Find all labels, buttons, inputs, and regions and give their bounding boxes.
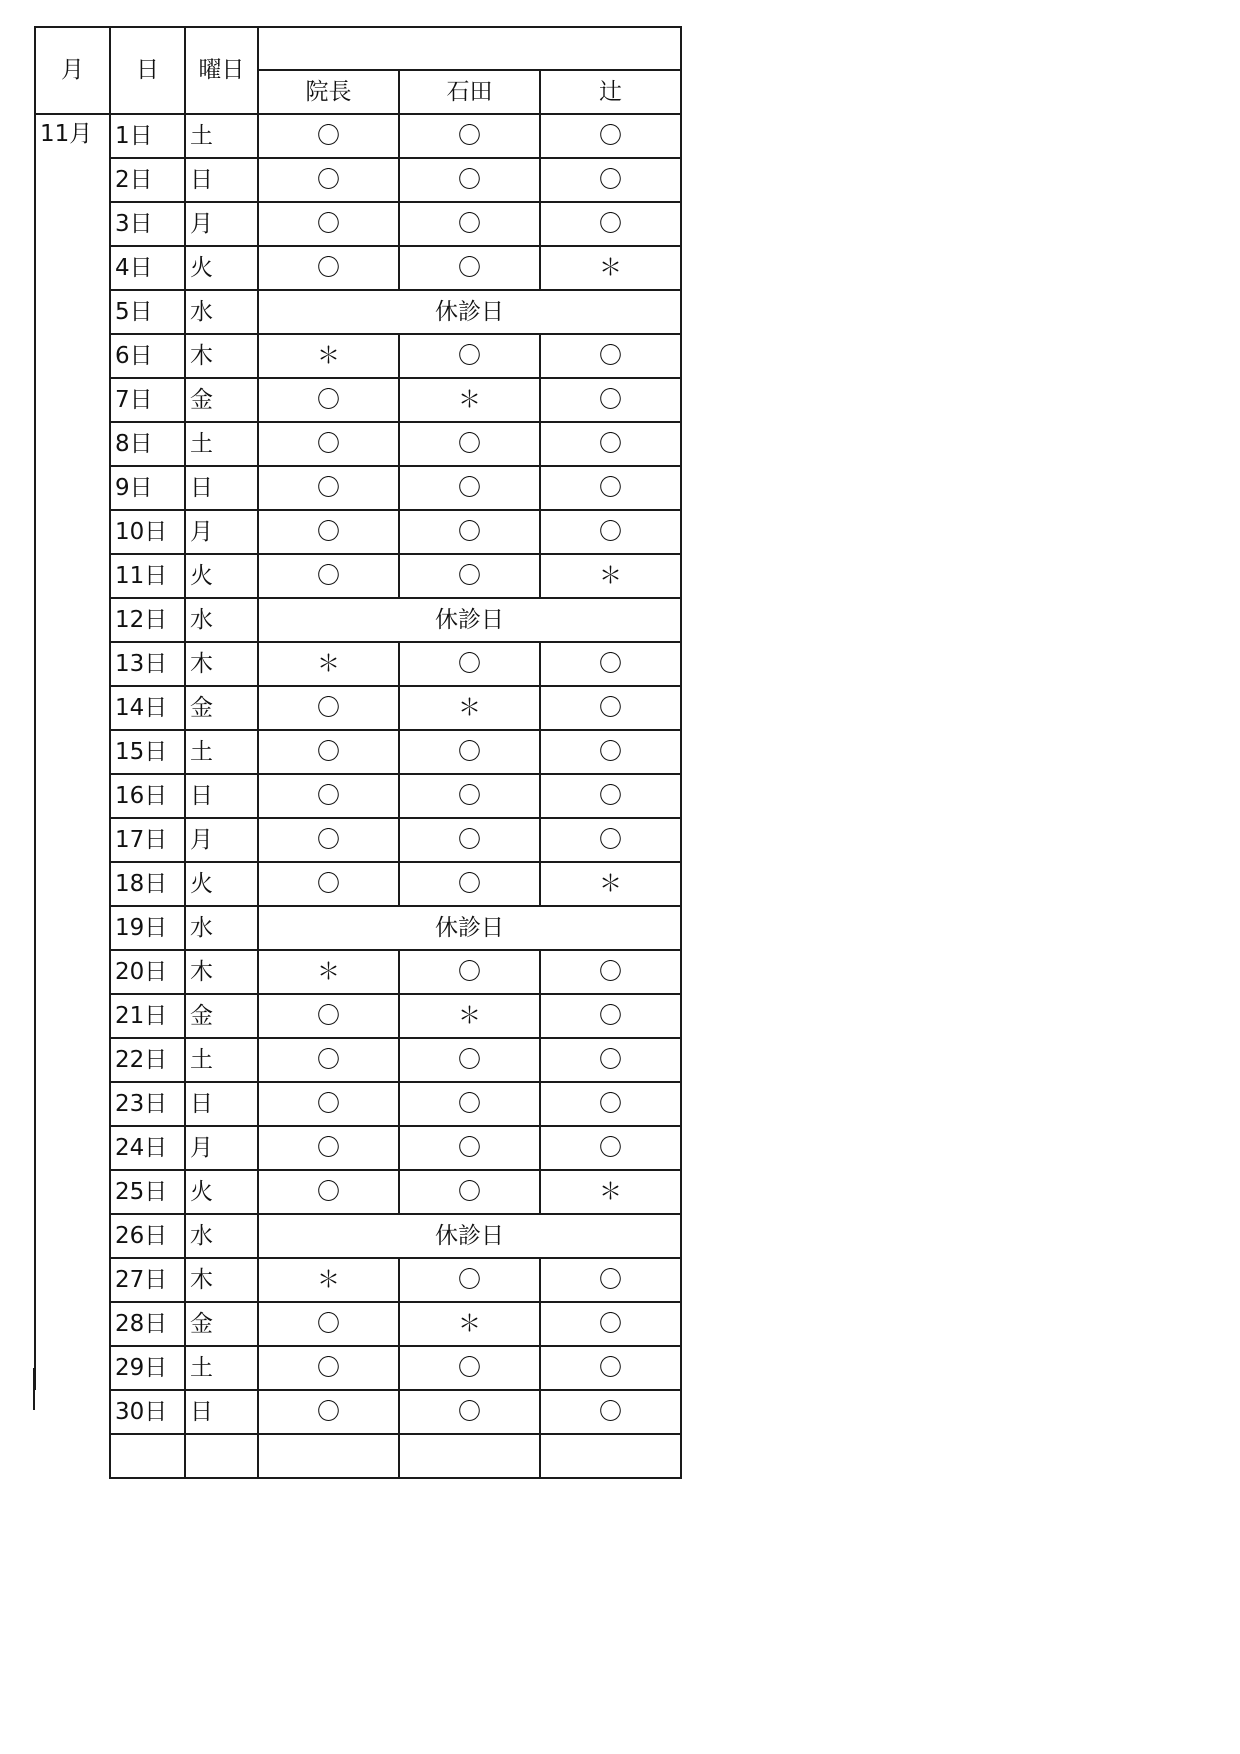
weekday-cell: 金 — [185, 686, 258, 730]
ishida-mark-cell: 〇 — [399, 642, 540, 686]
month-column-header: 月 — [35, 27, 110, 114]
ishida-mark-cell: ＊ — [399, 994, 540, 1038]
day-cell: 24日 — [110, 1126, 185, 1170]
day-cell: 23日 — [110, 1082, 185, 1126]
closed-day-cell: 休診日 — [258, 906, 681, 950]
director-mark-cell: 〇 — [258, 554, 399, 598]
tsuji-mark-cell: 〇 — [540, 1390, 681, 1434]
day-cell: 9日 — [110, 466, 185, 510]
ishida-mark-cell: 〇 — [399, 466, 540, 510]
day-cell: 19日 — [110, 906, 185, 950]
weekday-cell: 金 — [185, 1302, 258, 1346]
ishida-mark-cell: ＊ — [399, 378, 540, 422]
weekday-cell: 木 — [185, 334, 258, 378]
day-cell: 13日 — [110, 642, 185, 686]
tsuji-mark-cell: 〇 — [540, 994, 681, 1038]
day-cell: 3日 — [110, 202, 185, 246]
tsuji-mark-cell: 〇 — [540, 1038, 681, 1082]
table-row — [35, 158, 681, 202]
ishida-mark-cell: 〇 — [399, 862, 540, 906]
tsuji-mark-cell: 〇 — [540, 642, 681, 686]
director-mark-cell: 〇 — [258, 1126, 399, 1170]
day-cell: 16日 — [110, 774, 185, 818]
tsuji-mark-cell: 〇 — [540, 466, 681, 510]
table-row — [35, 1346, 681, 1390]
table-row — [35, 510, 681, 554]
tsuji-mark-cell: 〇 — [540, 774, 681, 818]
table-row — [35, 422, 681, 466]
tsuji-mark-cell: ＊ — [540, 1170, 681, 1214]
tsuji-mark-cell: 〇 — [540, 334, 681, 378]
day-cell: 27日 — [110, 1258, 185, 1302]
day-column-header: 日 — [110, 27, 185, 114]
weekday-cell: 土 — [185, 1346, 258, 1390]
table-row — [35, 686, 681, 730]
weekday-cell: 日 — [185, 774, 258, 818]
director-mark-cell: ＊ — [258, 334, 399, 378]
blank-row — [35, 1434, 681, 1478]
table-row — [35, 862, 681, 906]
month-cell: 11月 — [35, 114, 110, 1390]
director-mark-cell: 〇 — [258, 686, 399, 730]
day-cell: 18日 — [110, 862, 185, 906]
tsuji-mark-cell: ＊ — [540, 862, 681, 906]
weekday-cell: 木 — [185, 950, 258, 994]
tsuji-mark-cell: 〇 — [540, 1302, 681, 1346]
director-mark-cell: 〇 — [258, 202, 399, 246]
tsuji-mark-cell: 〇 — [540, 114, 681, 158]
weekday-cell: 水 — [185, 598, 258, 642]
day-cell: 10日 — [110, 510, 185, 554]
tsuji-mark-cell: 〇 — [540, 1258, 681, 1302]
weekday-cell: 日 — [185, 1390, 258, 1434]
blank-ishida-cell — [399, 1434, 540, 1478]
weekday-cell: 水 — [185, 290, 258, 334]
table-row — [35, 1390, 681, 1434]
director-mark-cell: 〇 — [258, 818, 399, 862]
ishida-mark-cell: 〇 — [399, 114, 540, 158]
table-row — [35, 1258, 681, 1302]
weekday-cell: 月 — [185, 510, 258, 554]
weekday-cell: 木 — [185, 1258, 258, 1302]
ishida-mark-cell: 〇 — [399, 554, 540, 598]
table-row — [35, 730, 681, 774]
doctor-group-header — [258, 27, 681, 70]
doctor-header-tsuji: 辻 — [540, 70, 681, 114]
ishida-mark-cell: ＊ — [399, 686, 540, 730]
weekday-cell: 日 — [185, 158, 258, 202]
table-row — [35, 554, 681, 598]
ishida-mark-cell: 〇 — [399, 334, 540, 378]
blank-day-cell — [110, 1434, 185, 1478]
day-cell: 20日 — [110, 950, 185, 994]
weekday-cell: 月 — [185, 1126, 258, 1170]
tsuji-mark-cell: 〇 — [540, 730, 681, 774]
ishida-mark-cell: 〇 — [399, 1126, 540, 1170]
weekday-cell: 火 — [185, 246, 258, 290]
day-cell: 28日 — [110, 1302, 185, 1346]
day-cell: 8日 — [110, 422, 185, 466]
doctor-header-ishida: 石田 — [399, 70, 540, 114]
weekday-cell: 火 — [185, 862, 258, 906]
blank-tsuji-cell — [540, 1434, 681, 1478]
weekday-cell: 金 — [185, 378, 258, 422]
ishida-mark-cell: 〇 — [399, 1346, 540, 1390]
ishida-mark-cell: 〇 — [399, 1258, 540, 1302]
day-cell: 7日 — [110, 378, 185, 422]
weekday-cell: 土 — [185, 1038, 258, 1082]
director-mark-cell: 〇 — [258, 774, 399, 818]
blank-director-cell — [258, 1434, 399, 1478]
tsuji-mark-cell: 〇 — [540, 202, 681, 246]
table-row — [35, 950, 681, 994]
day-cell: 6日 — [110, 334, 185, 378]
ishida-mark-cell: 〇 — [399, 158, 540, 202]
closed-day-cell: 休診日 — [258, 598, 681, 642]
weekday-cell: 火 — [185, 1170, 258, 1214]
weekday-cell: 水 — [185, 906, 258, 950]
day-cell: 25日 — [110, 1170, 185, 1214]
weekday-cell: 土 — [185, 730, 258, 774]
ishida-mark-cell: 〇 — [399, 246, 540, 290]
tsuji-mark-cell: 〇 — [540, 1082, 681, 1126]
day-cell: 26日 — [110, 1214, 185, 1258]
director-mark-cell: 〇 — [258, 730, 399, 774]
weekday-cell: 月 — [185, 202, 258, 246]
day-cell: 30日 — [110, 1390, 185, 1434]
ishida-mark-cell: 〇 — [399, 1082, 540, 1126]
director-mark-cell: 〇 — [258, 1082, 399, 1126]
day-cell: 12日 — [110, 598, 185, 642]
ishida-mark-cell: 〇 — [399, 1038, 540, 1082]
left-edge-tick — [33, 1368, 35, 1410]
day-cell: 22日 — [110, 1038, 185, 1082]
table-row — [35, 1038, 681, 1082]
tsuji-mark-cell: 〇 — [540, 950, 681, 994]
table-row — [35, 466, 681, 510]
weekday-cell: 木 — [185, 642, 258, 686]
table-row — [35, 598, 681, 642]
table-row — [35, 906, 681, 950]
month-cell-empty — [35, 1390, 110, 1434]
ishida-mark-cell: 〇 — [399, 818, 540, 862]
day-cell: 17日 — [110, 818, 185, 862]
ishida-mark-cell: 〇 — [399, 950, 540, 994]
director-mark-cell: 〇 — [258, 994, 399, 1038]
weekday-cell: 土 — [185, 422, 258, 466]
director-mark-cell: 〇 — [258, 1170, 399, 1214]
director-mark-cell: 〇 — [258, 1390, 399, 1434]
table-row — [35, 1302, 681, 1346]
weekday-cell: 金 — [185, 994, 258, 1038]
closed-day-cell: 休診日 — [258, 290, 681, 334]
schedule-table — [34, 26, 682, 1479]
director-mark-cell: 〇 — [258, 510, 399, 554]
tsuji-mark-cell: 〇 — [540, 686, 681, 730]
day-cell: 5日 — [110, 290, 185, 334]
ishida-mark-cell: 〇 — [399, 774, 540, 818]
day-cell: 4日 — [110, 246, 185, 290]
director-mark-cell: 〇 — [258, 246, 399, 290]
ishida-mark-cell: ＊ — [399, 1302, 540, 1346]
table-row — [35, 642, 681, 686]
tsuji-mark-cell: 〇 — [540, 1126, 681, 1170]
weekday-cell: 水 — [185, 1214, 258, 1258]
weekday-cell: 月 — [185, 818, 258, 862]
table-row — [35, 774, 681, 818]
director-mark-cell: 〇 — [258, 378, 399, 422]
weekday-cell: 日 — [185, 1082, 258, 1126]
day-cell: 15日 — [110, 730, 185, 774]
ishida-mark-cell: 〇 — [399, 422, 540, 466]
weekday-cell: 火 — [185, 554, 258, 598]
table-row — [35, 1126, 681, 1170]
weekday-cell: 日 — [185, 466, 258, 510]
tsuji-mark-cell: 〇 — [540, 158, 681, 202]
day-cell: 29日 — [110, 1346, 185, 1390]
table-row — [35, 334, 681, 378]
blank-weekday-cell — [185, 1434, 258, 1478]
table-row — [35, 378, 681, 422]
director-mark-cell: 〇 — [258, 158, 399, 202]
director-mark-cell: 〇 — [258, 1038, 399, 1082]
weekday-column-header: 曜日 — [185, 27, 258, 114]
weekday-cell: 土 — [185, 114, 258, 158]
header-row — [35, 27, 681, 70]
ishida-mark-cell: 〇 — [399, 202, 540, 246]
tsuji-mark-cell: ＊ — [540, 554, 681, 598]
day-cell: 14日 — [110, 686, 185, 730]
ishida-mark-cell: 〇 — [399, 510, 540, 554]
day-cell: 11日 — [110, 554, 185, 598]
ishida-mark-cell: 〇 — [399, 1170, 540, 1214]
director-mark-cell: 〇 — [258, 1346, 399, 1390]
table-row — [35, 246, 681, 290]
tsuji-mark-cell: 〇 — [540, 422, 681, 466]
tsuji-mark-cell: 〇 — [540, 1346, 681, 1390]
table-row — [35, 994, 681, 1038]
table-row — [35, 1214, 681, 1258]
table-row — [35, 1082, 681, 1126]
day-cell: 1日 — [110, 114, 185, 158]
director-mark-cell: 〇 — [258, 422, 399, 466]
director-mark-cell: 〇 — [258, 114, 399, 158]
table-row — [35, 202, 681, 246]
director-mark-cell: ＊ — [258, 1258, 399, 1302]
ishida-mark-cell: 〇 — [399, 730, 540, 774]
table-row — [35, 290, 681, 334]
tsuji-mark-cell: 〇 — [540, 378, 681, 422]
closed-day-cell: 休診日 — [258, 1214, 681, 1258]
tsuji-mark-cell: ＊ — [540, 246, 681, 290]
month-cell-empty — [35, 1434, 110, 1478]
director-mark-cell: 〇 — [258, 466, 399, 510]
director-mark-cell: 〇 — [258, 862, 399, 906]
tsuji-mark-cell: 〇 — [540, 818, 681, 862]
director-mark-cell: ＊ — [258, 950, 399, 994]
day-cell: 21日 — [110, 994, 185, 1038]
director-mark-cell: ＊ — [258, 642, 399, 686]
doctor-header-director: 院長 — [258, 70, 399, 114]
table-row — [35, 818, 681, 862]
tsuji-mark-cell: 〇 — [540, 510, 681, 554]
director-mark-cell: 〇 — [258, 1302, 399, 1346]
schedule-body — [35, 27, 681, 1478]
table-row — [35, 1170, 681, 1214]
ishida-mark-cell: 〇 — [399, 1390, 540, 1434]
day-cell: 2日 — [110, 158, 185, 202]
table-row — [35, 114, 681, 158]
